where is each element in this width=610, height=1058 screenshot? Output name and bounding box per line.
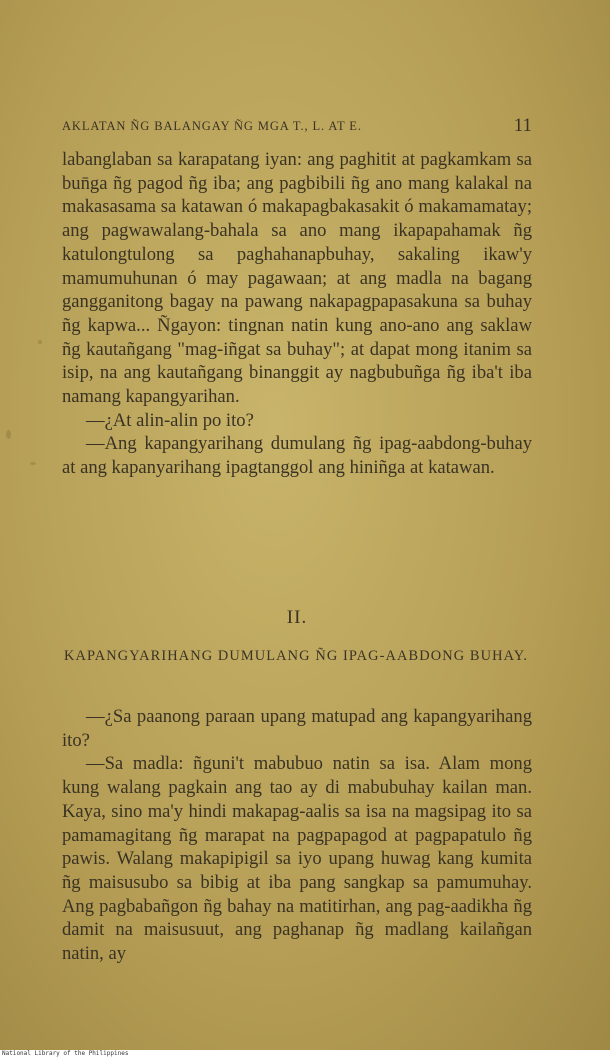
section-title-text: KAPANGYARIHANG DUMULANG ÑG IPAG-AABDONG BUHAY. <box>64 648 529 664</box>
running-head <box>62 115 532 136</box>
footer-credit: National Library of the Philippines <box>0 1050 610 1058</box>
paragraph: —¿At alin-alin po ito? <box>86 409 254 431</box>
paragraph: —Ang kapangyarihang dumulang ñg ipag-aabdong-buhay at ang kapanyarihang ipagtanggol ang hiniñga at katawan. <box>62 433 532 479</box>
page-number: 11 <box>513 115 532 136</box>
paper-stain <box>30 462 36 465</box>
section-numeral: II. <box>286 607 308 628</box>
body-text-bottom <box>62 705 532 966</box>
paper-stain <box>6 430 11 439</box>
running-head-title: AKLATAN ÑG BALANGAY ÑG MGA T., L. AT E. <box>62 119 362 133</box>
paragraph: labanglaban sa karapatang iyan: ang paghitit at pagkamkam sa bun̄ga ñg pagod ñg iba; ang pagbibili ñg ano mang kalakal na makasasama sa katawan ó makapagbakasakit ó makamamatay; ang pagwawalang-bahala sa ano mang ikapapahamak ñg katulongtulong sa paghahanapbuhay, sakaling ikaw'y mamumuhunan ó may pagawaan; at ang madla na bagang gangganitong bagay na pawang nakapagpapasakuna sa buhay ñg kapwa... Ñgayon: tingnan natin kung ano-ano ang saklaw ñg kautañgang "mag-iñgat sa buhay"; at dapat mong itanim sa isip, na ang kautañgang binanggit ay nagbubuñga ñg iba't iba namang kapangyarihan. <box>62 149 532 408</box>
section-title <box>64 645 532 667</box>
paper-stain <box>38 340 42 344</box>
paragraph: —¿Sa paanong paraan upang matupad ang kapangyarihang ito? <box>62 706 532 751</box>
paragraph: —Sa madla: ñguni't mabubuo natin sa isa. Alam mong kung walang pagkain ang tao ay di mabubuhay kailan man. Kaya, sino ma'y hindi makapag-aalis sa isa na magsipag ito sa pamamagitang ñg marapat na pagpapagod at pagpapatulo ñg pawis. Walang makapipigil sa iyo upang huwag kang kumita ñg maisusubo sa bibig at iba pang sangkap sa pamumuhay. Ang pagbabañgon ñg bahay na matitirhan, ang pag-aadikha ñg damit na maisusuut, ang paghanap ñg madlang kailañgan natin, ay <box>62 753 532 965</box>
body-text-top <box>62 148 532 480</box>
